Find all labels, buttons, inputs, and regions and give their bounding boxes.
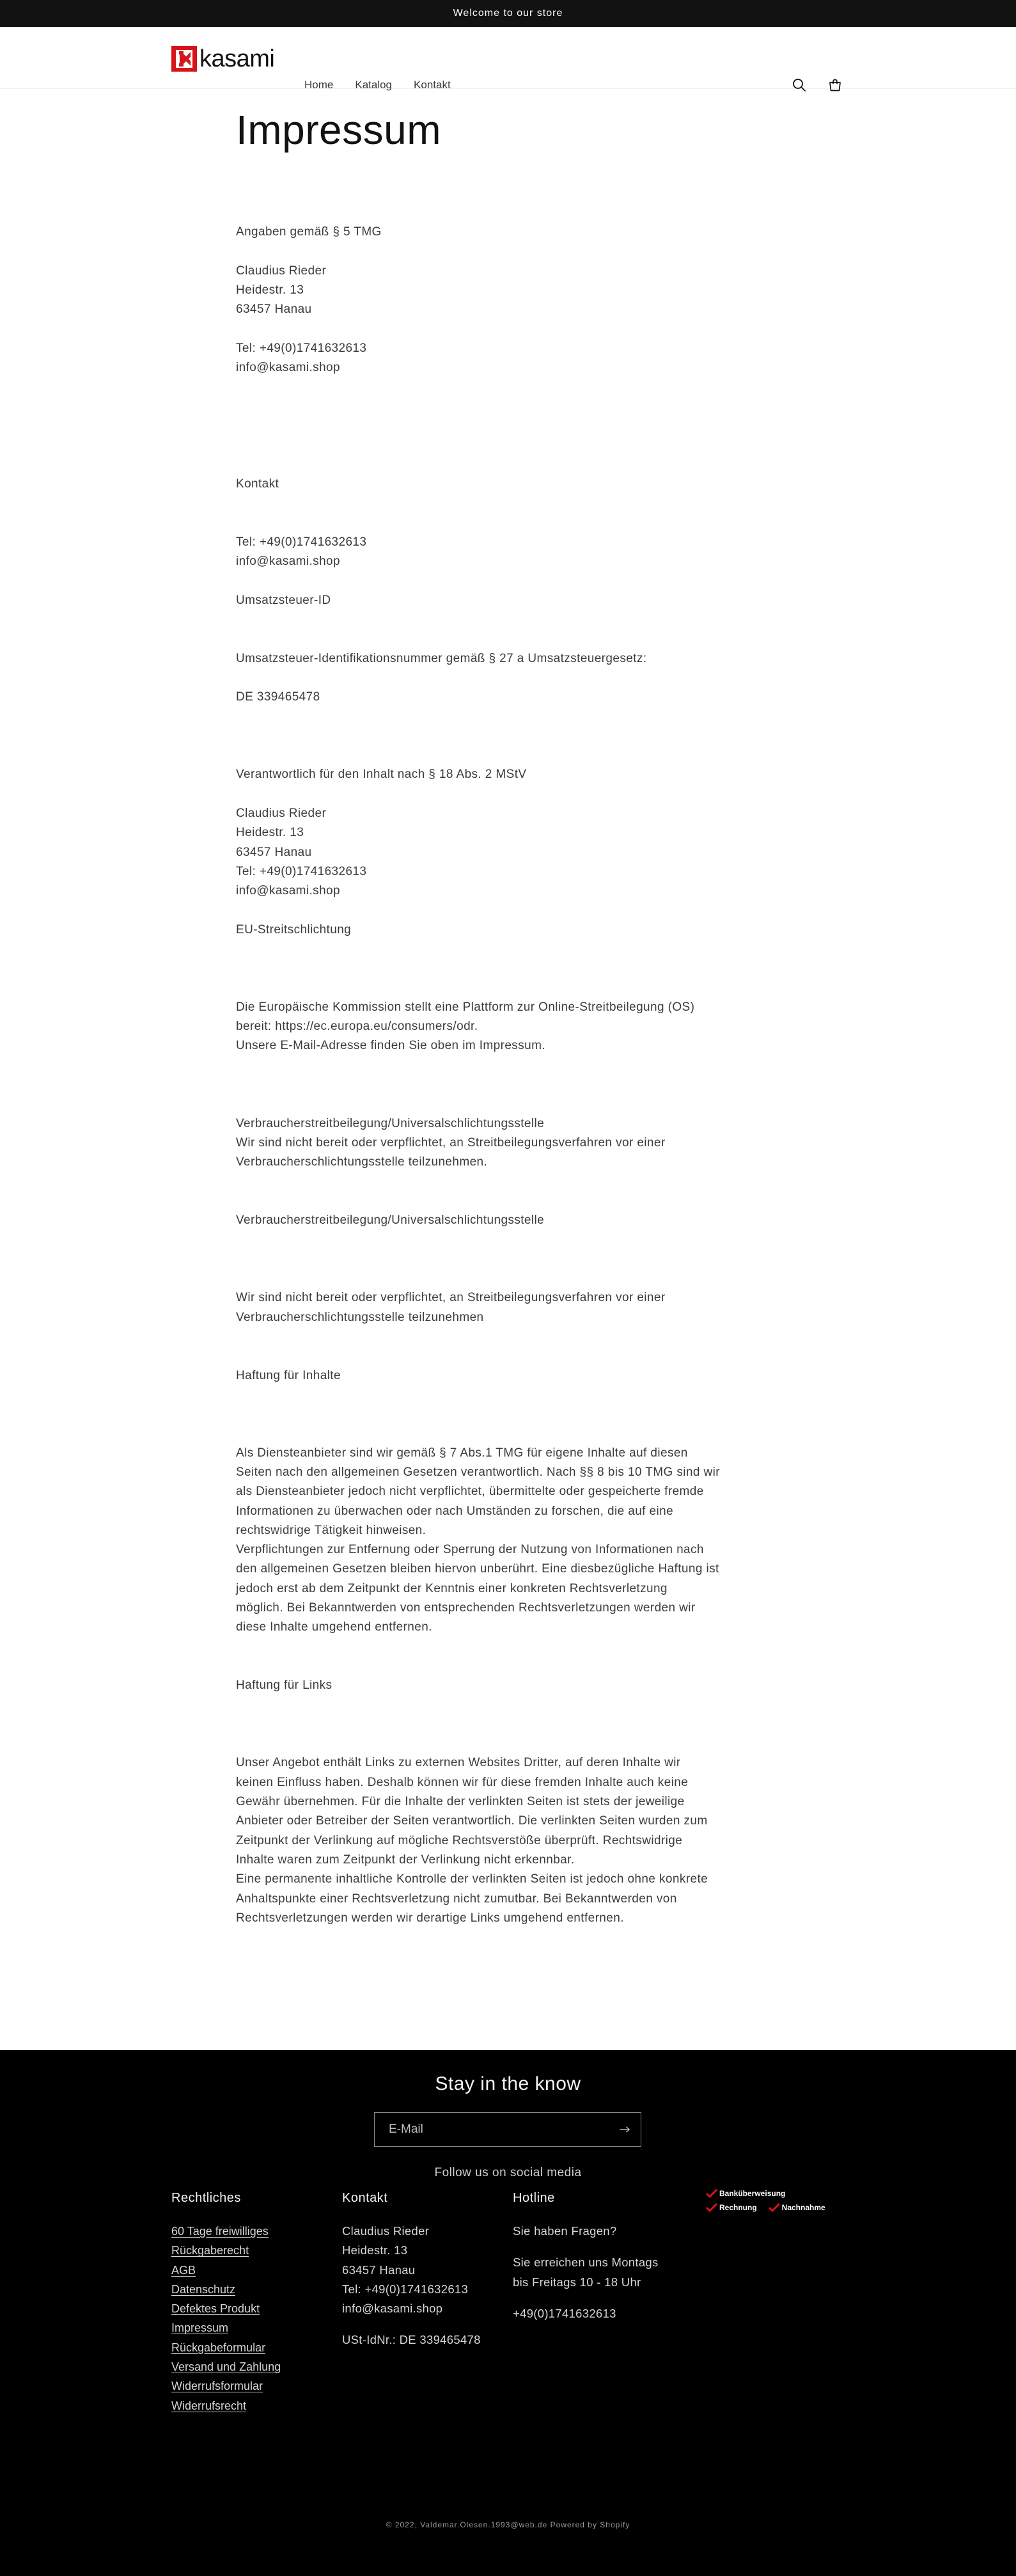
spacer [236, 1424, 747, 1443]
content-line: Seiten nach den allgemeinen Gesetzen verantwortlich. Nach §§ 8 bis 10 TMG sind wir [236, 1466, 720, 1479]
spacer [236, 1230, 747, 1249]
content-line: Unser Angebot enthält Links zu externen Websites Dritter, auf deren Inhalte wir [236, 1756, 681, 1770]
spacer [236, 571, 747, 590]
main-nav [304, 79, 451, 91]
spacer [513, 2241, 659, 2253]
cart-button[interactable] [825, 75, 845, 95]
nav-katalog[interactable]: Katalog [355, 79, 393, 91]
contact-line: info@kasami.shop [342, 2302, 443, 2316]
spacer [236, 746, 747, 765]
content-line: Verantwortlich für den Inhalt nach § 18 Abs. 2 MStV [236, 768, 527, 782]
spacer [236, 1192, 747, 1211]
spacer [236, 901, 747, 920]
content-line: Umsatzsteuer-ID [236, 593, 331, 607]
content-line: EU-Streitschlichtung [236, 922, 352, 936]
footer-link-item [171, 2338, 281, 2357]
spacer [236, 1094, 747, 1114]
spacer [236, 1734, 747, 1753]
spacer [236, 1075, 747, 1094]
content-line: Tel: +49(0)1741632613 [236, 864, 367, 878]
arrow-right-icon [620, 2126, 630, 2133]
content-line: Rechtsverletzungen werden wir derartige Links umgehend entfernen. [236, 1911, 624, 1925]
content-line: Informationen zu überwachen oder nach Umständen zu forschen, die auf eine [236, 1504, 674, 1518]
contact-line: Claudius Rieder [342, 2224, 430, 2238]
payment-invoice: Rechnung [706, 2201, 757, 2215]
newsletter-title: Stay in the know [435, 2073, 581, 2094]
footer-link-item [171, 2280, 281, 2299]
footer-legal-column [171, 2188, 281, 2415]
content-line: Verbraucherstreitbeilegung/Universalschlichtungsstelle [236, 1116, 545, 1130]
content-line: Verbraucherschlichtungsstelle teilzunehmen [236, 1310, 484, 1324]
content-line: 63457 Hanau [236, 303, 312, 317]
footer-hotline-column [513, 2188, 659, 2323]
announcement-bar [0, 0, 1016, 27]
search-button[interactable] [790, 75, 809, 95]
content-line: Claudius Rieder [236, 806, 327, 820]
content-line: Umsatzsteuer-Identifikationsnummer gemäß § 27 a Umsatzsteuergesetz: [236, 651, 647, 665]
spacer [236, 940, 747, 959]
content-line: info@kasami.shop [236, 361, 340, 375]
footer-link-item [171, 2376, 281, 2396]
spacer [236, 959, 747, 978]
content-line: Anhaltspunkte einer Rechtsverletzung nicht zumutbar. Bei Bekanntwerden von [236, 1892, 677, 1906]
site-footer [0, 2050, 1016, 2576]
contact-line: 63457 Hanau [342, 2263, 416, 2277]
spacer [236, 319, 747, 338]
nav-home[interactable]: Home [304, 79, 334, 91]
content-line: Verbraucherschlichtungsstelle teilzunehmen. [236, 1155, 488, 1169]
footer-link[interactable]: Versand und Zahlung [171, 2360, 281, 2374]
content-line: Kontakt [236, 477, 279, 491]
content-line: Haftung für Inhalte [236, 1368, 341, 1382]
content-line: Inhalte waren zum Zeitpunkt der Verlinkung nicht erkennbar. [236, 1853, 575, 1867]
hotline-line: Sie haben Fragen? [513, 2224, 617, 2238]
content-line: Tel: +49(0)1741632613 [236, 341, 367, 355]
hotline-line: +49(0)1741632613 [513, 2306, 616, 2320]
content-line: Eine permanente inhaltliche Kontrolle der verlinkten Seiten ist jedoch ohne konkrete [236, 1872, 708, 1886]
spacer [236, 707, 747, 726]
footer-contact-heading: Kontakt [342, 2191, 388, 2205]
footer-link[interactable]: Rückgabeformular [171, 2341, 266, 2354]
check-icon [706, 2203, 717, 2212]
hotline-line: Sie erreichen uns Montags [513, 2256, 659, 2270]
footer-link-item [171, 2261, 281, 2280]
check-icon [769, 2203, 780, 2212]
spacer [236, 1657, 747, 1676]
content-line: Als Diensteanbieter sind wir gemäß § 7 Abs.1 TMG für eigene Inhalte auf diesen [236, 1446, 688, 1460]
content-line: Verbraucherstreitbeilegung/Universalschlichtungsstelle [236, 1213, 545, 1228]
newsletter-submit-button[interactable] [609, 2113, 641, 2146]
spacer [342, 2318, 481, 2330]
footer-contact-column [342, 2188, 481, 2350]
footer-link-item [171, 2357, 281, 2376]
spacer [236, 979, 747, 998]
content-line: DE 339465478 [236, 690, 320, 704]
footer-link[interactable]: Widerrufsrecht [171, 2399, 247, 2412]
spacer [236, 1327, 747, 1347]
footer-link[interactable]: 60 Tage freiwilliges [171, 2225, 269, 2238]
spacer [236, 1250, 747, 1269]
newsletter-form [374, 2112, 641, 2147]
content-line: möglich. Bei Bekanntwerden von entsprechenden Rechtsverletzungen werden wir [236, 1601, 696, 1615]
footer-link[interactable]: Datenschutz [171, 2282, 236, 2296]
content-line: Zeitpunkt der Verlinkung auf mögliche Rechtsverstöße überprüft. Rechtswidrige [236, 1833, 683, 1847]
contact-line: Heidestr. 13 [342, 2243, 408, 2257]
content-line: Heidestr. 13 [236, 283, 304, 297]
spacer [236, 242, 747, 261]
footer-link-item [171, 2241, 281, 2260]
footer-hotline-heading: Hotline [513, 2191, 555, 2205]
spacer [236, 629, 747, 649]
content-line: rechtswidrige Tätigkeit hinweisen. [236, 1523, 426, 1537]
footer-link[interactable]: AGB [171, 2263, 196, 2277]
footer-link-item [171, 2396, 281, 2415]
spacer [236, 785, 747, 804]
content-line: info@kasami.shop [236, 884, 340, 898]
spacer [236, 494, 747, 513]
content-line: 63457 Hanau [236, 845, 312, 859]
content-line: bereit: https://ec.europa.eu/consumers/odr. [236, 1020, 478, 1034]
spacer [236, 1056, 747, 1075]
announcement-text: Welcome to our store [453, 8, 563, 19]
spacer [236, 1696, 747, 1715]
footer-link-item [171, 2318, 281, 2337]
copyright: © 2022, Valdemar.Olesen.1993@web.de Powered by Shopify [386, 2520, 630, 2529]
content-line: info@kasami.shop [236, 555, 340, 569]
spacer [236, 668, 747, 688]
contact-line: Tel: +49(0)1741632613 [342, 2282, 469, 2296]
spacer [236, 727, 747, 746]
spacer [236, 1173, 747, 1192]
footer-link[interactable]: Impressum [171, 2321, 229, 2335]
logo-icon [171, 46, 197, 72]
footer-link-item [171, 2222, 281, 2241]
payment-methods [706, 2186, 825, 2215]
spacer [236, 436, 747, 455]
spacer [513, 2292, 659, 2304]
email-input[interactable] [375, 2122, 609, 2137]
logo-text: kasami [199, 45, 275, 72]
content-line: Anbieter oder Betreiber der Seiten verantwortlich. Die verlinkten Seiten wurden zum [236, 1814, 708, 1828]
spacer [236, 1269, 747, 1288]
content-line: Wir sind nicht bereit oder verpflichtet, an Streitbeilegungsverfahren vor einer [236, 1291, 666, 1305]
spacer [236, 416, 747, 436]
footer-legal-heading: Rechtliches [171, 2191, 241, 2205]
payment-cash-on-delivery: Nachnahme [769, 2201, 825, 2215]
spacer [236, 1405, 747, 1424]
check-icon [706, 2189, 717, 2198]
content-line: Wir sind nicht bereit oder verpflichtet, an Streitbeilegungsverfahren vor einer [236, 1135, 666, 1150]
content-line: Claudius Rieder [236, 264, 327, 278]
spacer [236, 1715, 747, 1734]
page-title: Impressum [236, 107, 441, 153]
content-line: Heidestr. 13 [236, 826, 304, 840]
spacer [236, 455, 747, 475]
spacer [236, 1386, 747, 1405]
content-line: jedoch erst ab dem Zeitpunkt der Kenntnis einer konkreten Rechtsverletzung [236, 1581, 668, 1595]
content-line: keinen Einfluss haben. Deshalb können wir für diese fremden Inhalte auch keine [236, 1775, 689, 1789]
spacer [236, 397, 747, 416]
content-line: Haftung für Links [236, 1679, 332, 1693]
spacer [236, 610, 747, 629]
contact-line: USt-IdNr.: DE 339465478 [342, 2333, 481, 2347]
impressum-content [236, 223, 747, 1928]
spacer [236, 1347, 747, 1366]
footer-link[interactable]: Defektes Produkt [171, 2302, 260, 2316]
content-line: Die Europäische Kommission stellt eine Plattform zur Online-Streitbeilegung (OS) [236, 1000, 695, 1014]
site-header [0, 27, 1016, 89]
content-line: Verpflichtungen zur Entfernung oder Sperrung der Nutzung von Informationen nach [236, 1543, 704, 1557]
logo[interactable] [171, 46, 274, 72]
spacer [236, 377, 747, 397]
cart-icon [827, 77, 843, 93]
content-line: Unsere E-Mail-Adresse finden Sie oben im Impressum. [236, 1039, 545, 1053]
content-line: Gewähr übernehmen. Für die Inhalte der verlinkten Seiten ist stets der jeweilige [236, 1795, 685, 1809]
nav-kontakt[interactable]: Kontakt [414, 79, 451, 91]
content-line: Tel: +49(0)1741632613 [236, 535, 367, 549]
content-line: den allgemeinen Gesetzen bleiben hiervon unberührt. Eine diesbezügliche Haftung ist [236, 1562, 719, 1576]
social-label: Follow us on social media [434, 2166, 582, 2179]
content-line: Angaben gemäß § 5 TMG [236, 225, 382, 239]
spacer [236, 1638, 747, 1657]
content-line: diese Inhalte umgehend entfernen. [236, 1620, 432, 1634]
footer-link-item [171, 2299, 281, 2318]
hotline-line: bis Freitags 10 - 18 Uhr [513, 2275, 641, 2289]
footer-link[interactable]: Widerrufsformular [171, 2380, 263, 2393]
payment-bank-transfer: Banküberweisung [706, 2186, 825, 2201]
spacer [236, 513, 747, 532]
content-line: als Diensteanbieter jedoch nicht verpflichtet, übermittelte oder gespeicherte fremde [236, 1485, 704, 1499]
search-icon [792, 78, 806, 92]
footer-link[interactable]: Rückgaberecht [171, 2244, 249, 2257]
